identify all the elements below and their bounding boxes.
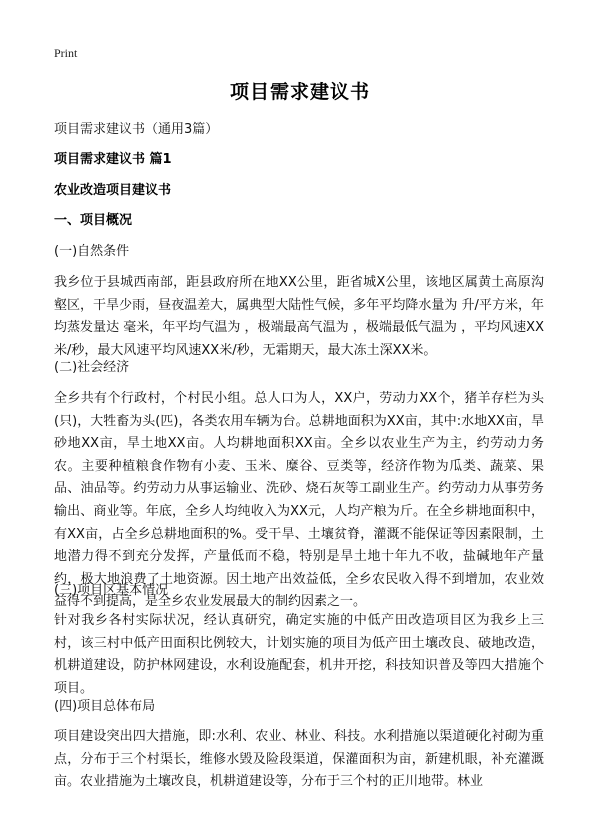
print-label: Print xyxy=(54,46,78,60)
paragraph-social-economy: 全乡共有个行政村，个村民小组。总人口为人，XX户，劳动力XX个，猪羊存栏为头(只)，大牲畜为头(匹)，各类农用车辆为台。总耕地面积为XX亩，其中:水地XX亩，旱砂地XX亩，旱土地XX亩。人均耕地面积XX亩。全乡以农业生产为主，约劳动力务农。主要种植粮食作物有小麦、玉米、糜谷、豆类等，经济作物为瓜类、蔬菜、果品、油品等。约劳动力从事运输业、洗砂、烧石灰等工副业生产。约劳动力从事劳务输出、商业等。年底，全乡人均纯收入为XX元，人均产粮为斤。在全乡耕地面积中，有XX亩，占全乡总耕地面积的%。受干旱、土壤贫脊，灌溉不能保证等因素限制，土地潜力得不到充分发挥，产量低而不稳，特别是旱土地十年九不收，盐碱地年产量约，极大地浪费了土地资源。因土地产出效益低，全乡农民收入得不到增加，农业效益得不到提高，是全乡农业发展最大的制约因素之一。 xyxy=(54,391,544,610)
section-heading-project-area: (三)项目区基本情况 xyxy=(54,583,169,598)
section-heading-natural-conditions: (一)自然条件 xyxy=(54,244,130,259)
project-heading: 农业改造项目建议书 xyxy=(54,183,172,198)
section-heading-social-economy: (二)社会经济 xyxy=(54,360,130,375)
section-heading-project-layout: (四)项目总体布局 xyxy=(54,699,156,714)
paragraph-project-area: 针对我乡各村实际状况，经认真研究，确定实施的中低产田改造项目区为我乡上三村，该三村中低产田面积比例较大，计划实施的项目为低产田土壤改良、破地改造，机耕道建设，防护林网建设，水利设施配套，机井开挖，科技知识普及等四大措施个项目。 xyxy=(54,613,544,696)
section-heading-overview: 一、项目概况 xyxy=(54,213,133,228)
chapter-heading: 项目需求建议书 篇1 xyxy=(54,152,172,167)
paragraph-project-layout: 项目建设突出四大措施，即:水利、农业、林业、科技。水利措施以渠道硬化衬砌为重点，分布于三个村渠长，维修水毁及险段渠道，保灌面积为亩，新建机眼，补充灌溉亩。农业措施为土壤改良，机耕道建设等，分布于三个村的正川地带。林业 xyxy=(54,729,544,790)
document-subtitle: 项目需求建议书（通用3篇） xyxy=(54,122,219,137)
document-title: 项目需求建议书 xyxy=(229,81,370,103)
paragraph-natural-conditions: 我乡位于县城西南部，距县政府所在地XX公里，距省城X公里，该地区属黄土高原沟壑区，干旱少雨，昼夜温差大，属典型大陆性气候，多年平均降水量为 升/平方米，年均蒸发量达 毫米，年平均气温为 ，极端最高气温为 ，极端最低气温为 ，平均风速XX米/秒，最大风速平均风速XX米/秒，无霜期天，最大冻土深XX米。 xyxy=(54,275,544,358)
